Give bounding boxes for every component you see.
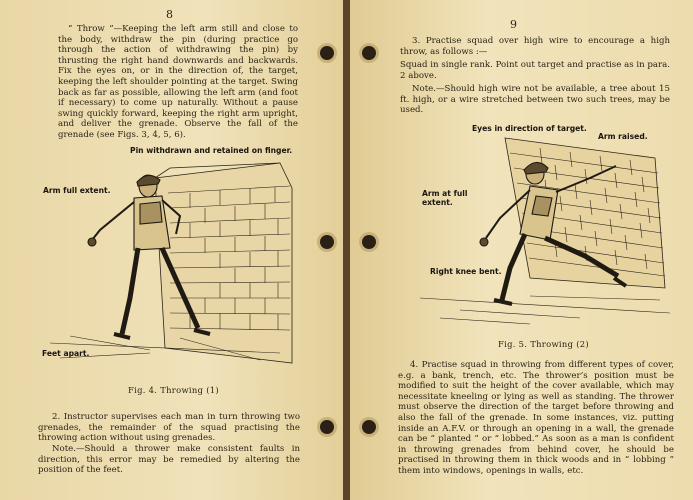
- label-feet-apart: Feet apart.: [42, 349, 90, 358]
- binding-hole: [362, 420, 376, 434]
- paragraph-2: 2. Instructor supervises each man in turn throwing two grenades, the remainder of the squad practising the throwing action without using grenades.: [38, 412, 300, 444]
- paragraph-3: 3. Practise squad over high wire to encourage a high throw, as follows :—: [400, 36, 670, 57]
- binding-hole: [320, 46, 334, 60]
- throw-paragraph: “ Throw ”—Keeping the left arm still and close to the body, withdraw the pin (during practice go through the action of withdrawing the pin) by thrusting the right hand downwards and backwards. Fix the eyes on, or in the direction of, the target, keeping the left shoulder pointing at the target. Swing back as far as possible, allowing the left arm (and foot if necessary) to come up naturally. Without a pause swing quickly forward, keeping the right arm upright, and deliver the grenade. Observe the fall of the grenade (see Figs. 3, 4, 5, 6).: [58, 24, 298, 140]
- figure-4-caption: Fig. 4. Throwing (1): [128, 385, 219, 395]
- label-arm-at-full-extent: Arm at full extent.: [422, 189, 468, 207]
- note-paragraph: Note.—Should a thrower make consistent faults in direction, this error may be remedied by altering the position of the feet.: [38, 444, 300, 476]
- label-right-knee-bent: Right knee bent.: [430, 267, 502, 276]
- binding-hole: [320, 235, 334, 249]
- figure-5-illustration: [380, 118, 680, 333]
- page-number: 8: [166, 8, 173, 21]
- right-page: [350, 0, 693, 500]
- label-pin-withdrawn: Pin withdrawn and retained on finger.: [130, 146, 293, 155]
- note-paragraph: Note.—Should high wire not be available, a tree about 15 ft. high, or a wire stretched between two such trees, may be used.: [400, 84, 670, 116]
- ground-lines: [420, 296, 670, 324]
- squad-paragraph: Squad in single rank. Point out target and practise as in para. 2 above.: [400, 60, 670, 81]
- left-page: [0, 0, 343, 500]
- brick-wall: [155, 163, 292, 363]
- label-arm-raised: Arm raised.: [598, 132, 648, 141]
- binding-hole: [362, 46, 376, 60]
- figure-5-caption: Fig. 5. Throwing (2): [498, 339, 589, 349]
- spine-gutter: [343, 0, 350, 500]
- paragraph-4: 4. Practise squad in throwing from different types of cover, e.g. a bank, trench, etc. The thrower’s position must be modified to suit the height of the cover available, which may necessitate kneeling or lying as well as standing. The thrower must observe the direction of the target before throwing and also the fall of the grenade. In some instances, viz. putting inside an A.F.V. or through an opening in a wall, the grenade can be “ planted ” or “ lobbed.” As soon as a man is confident in throwing grenades from behind cover, he should be practised in throwing them in thick woods and in “ lobbing ” them into windows, openings in walls, etc.: [398, 360, 674, 476]
- binding-hole: [362, 235, 376, 249]
- figure-4-illustration: [30, 138, 310, 378]
- binding-hole: [320, 420, 334, 434]
- page-number: 9: [510, 18, 517, 31]
- label-arm-full-extent: Arm full extent.: [43, 186, 111, 195]
- label-eyes-direction: Eyes in direction of target.: [472, 124, 587, 133]
